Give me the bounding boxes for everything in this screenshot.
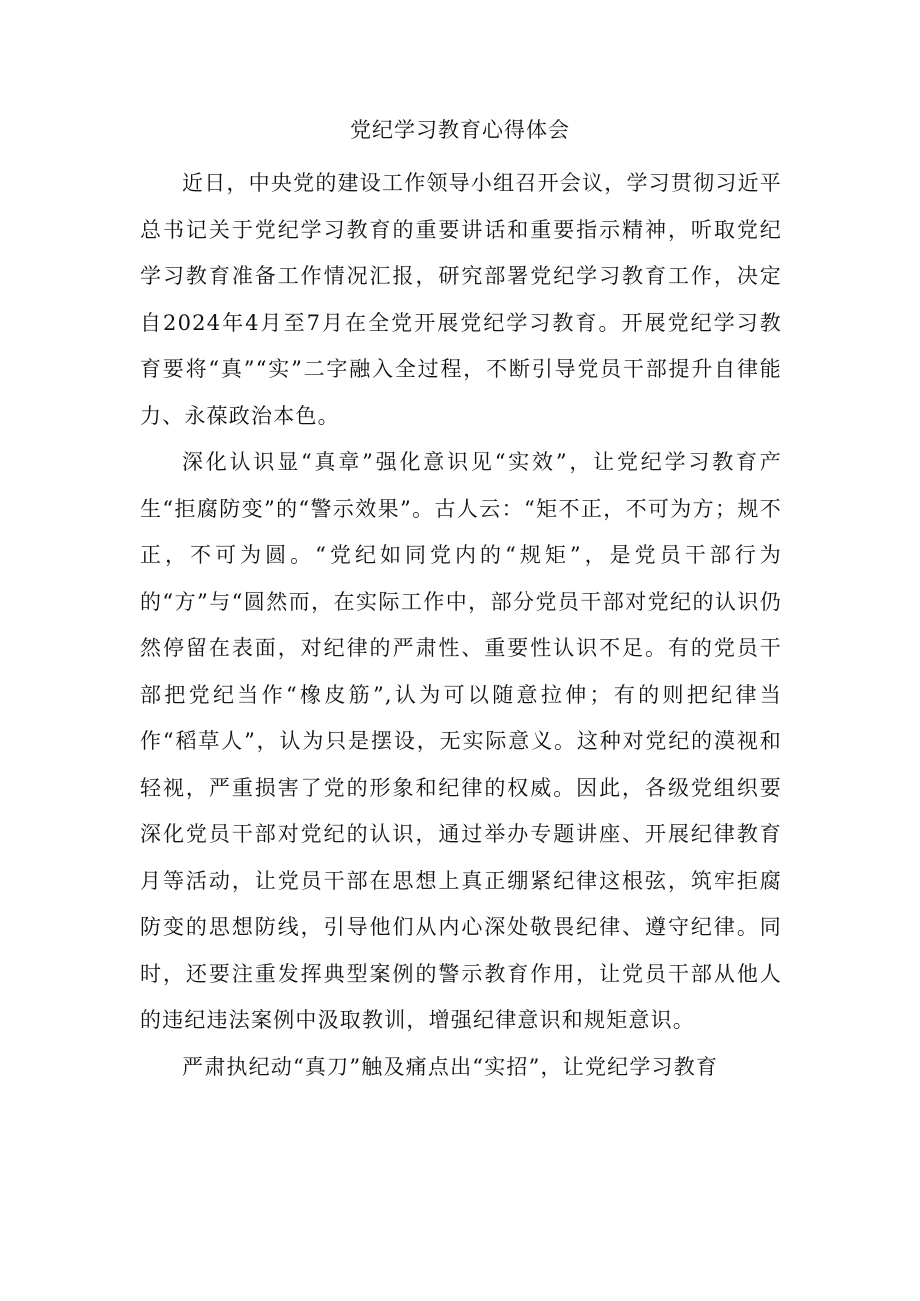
paragraph-1: 近日，中央党的建设工作领导小组召开会议，学习贯彻习近平总书记关于党纪学习教育的重要讲话和重要指示精神，听取党纪学习教育准备工作情况汇报，研究部署党纪学习教育工作，决定自2024年4月至7月在全党开展党纪学习教育。开展党纪学习教育要将“真”“实”二字融入全过程，不断引导党员干部提升自律能力、永葆政治本色。	[140, 171, 782, 428]
document-title: 党纪学习教育心得体会	[350, 118, 570, 142]
document-body	[140, 160, 782, 1090]
paragraph-3: 严肃执纪动“真刀”触及痛点出“实招”，让党纪学习教育	[182, 1054, 719, 1079]
paragraph-2: 深化认识显“真章”强化意识见“实效”，让党纪学习教育产生“拒腐防变”的“警示效果”。古人云：“矩不正，不可为方；规不正，不可为圆。“党纪如同党内的“规矩”，是党员干部行为的“方”与“圆然而，在实际工作中，部分党员干部对党纪的认识仍然停留在表面，对纪律的严肃性、重要性认识不足。有的党员干部把党纪当作“橡皮筋”,认为可以随意拉伸；有的则把纪律当作“稻草人”，认为只是摆设，无实际意义。这种对党纪的漠视和轻视，严重损害了党的形象和纪律的权威。因此，各级党组织要深化党员干部对党纪的认识，通过举办专题讲座、开展纪律教育月等活动，让党员干部在思想上真正绷紧纪律这根弦，筑牢拒腐防变的思想防线，引导他们从内心深处敬畏纪律、遵守纪律。同时，还要注重发挥典型案例的警示教育作用，让党员干部从他人的违纪违法案例中汲取教训，增强纪律意识和规矩意识。	[140, 450, 782, 1032]
